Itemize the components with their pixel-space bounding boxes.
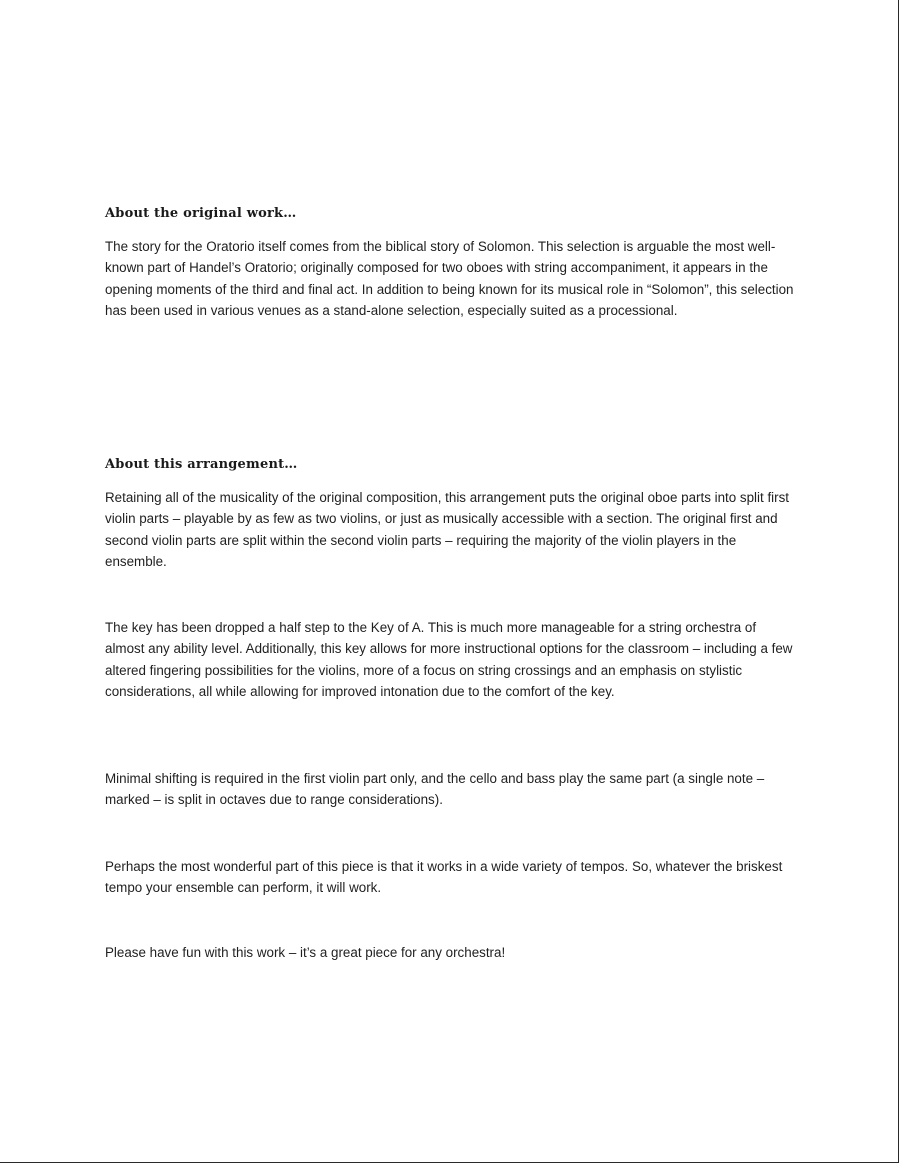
paragraph-key-change: The key has been dropped a half step to the Key of A. This is much more manageable for a string orchestra of almost any ability level. Additionally, this key allows for more instructional options for the classroom – including a few altered fingering possibilities for the violins, more of a focus on string crossings and an emphasis on stylistic considerations, all while allowing for improved intonation due to the comfort of the key. — [105, 620, 793, 699]
paragraph-tempos: Perhaps the most wonderful part of this piece is that it works in a wide variety of tempos. So, whatever the briskest tempo your ensemble can perform, it will work. — [105, 859, 783, 896]
paragraph-closing: Please have fun with this work – it’s a great piece for any orchestra! — [105, 945, 506, 960]
section-heading-original-work: About the original work… — [105, 206, 297, 221]
paragraph-arrangement-overview: Retaining all of the musicality of the original composition, this arrangement puts the original oboe parts into split first violin parts – playable by as few as two violins, or just as musically accessible with a section. The original first and second violin parts are split within the second violin parts – requiring the majority of the violin players in the ensemble. — [105, 490, 790, 569]
paragraph-shifting: Minimal shifting is required in the first violin part only, and the cello and bass play the same part (a single note – marked – is split in octaves due to range considerations). — [105, 771, 765, 808]
paragraph-original-work: The story for the Oratorio itself comes from the biblical story of Solomon. This selection is arguable the most well-known part of Handel’s Oratorio; originally composed for two oboes with string accompaniment, it appears in the opening moments of the third and final act. In addition to being known for its musical role in “Solomon”, this selection has been used in various venues as a stand-alone selection, especially suited as a processional. — [105, 239, 794, 318]
section-heading-arrangement: About this arrangement… — [105, 457, 298, 472]
